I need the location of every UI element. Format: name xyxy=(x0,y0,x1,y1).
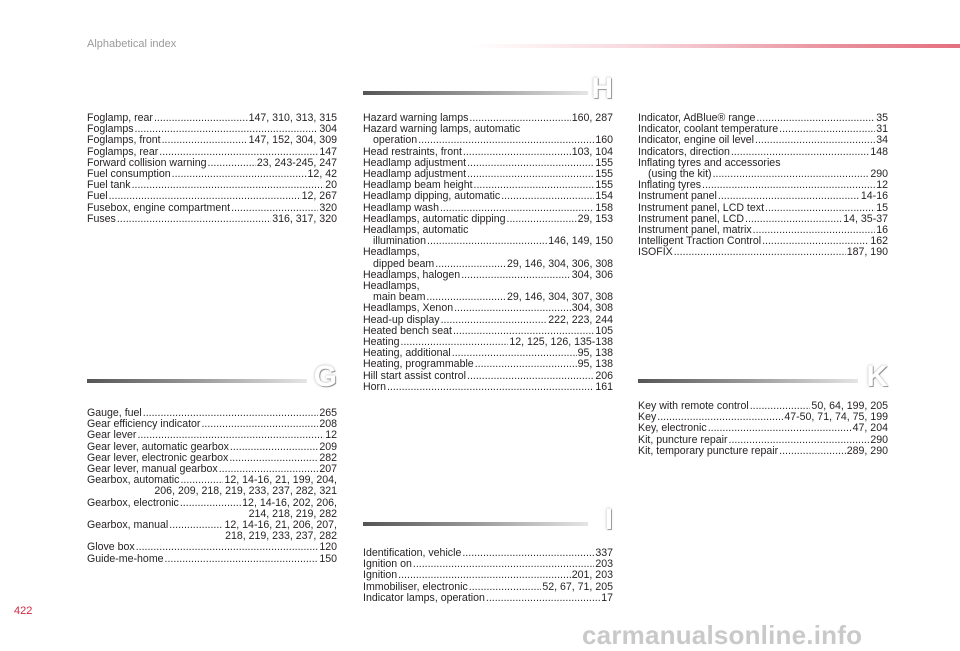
leader-dots xyxy=(463,147,571,158)
index-entry-pages: 35 xyxy=(876,112,888,124)
section-letter: H xyxy=(591,72,613,105)
index-entry-pages: 29, 153 xyxy=(577,212,613,225)
index-column-i xyxy=(363,548,613,604)
index-entry xyxy=(87,542,337,553)
section-header-g xyxy=(87,360,337,400)
index-entry-pages: 12, 14-16, 21, 206, 207, xyxy=(224,519,337,532)
index-entry-pages: 23, 243-245, 247 xyxy=(256,156,337,169)
index-entry-term: Headlamp dipping, automatic xyxy=(363,190,501,203)
index-entry-pages: 31 xyxy=(876,123,888,136)
index-entry-term: Immobiliser, electronic xyxy=(363,580,468,593)
index-entry xyxy=(638,446,888,457)
index-entry-term: (using the kit) xyxy=(648,168,712,181)
leader-dots xyxy=(454,303,571,314)
index-entry-term: ISOFIX xyxy=(638,246,673,259)
index-entry xyxy=(363,225,613,247)
index-entry-term: Indicators, direction xyxy=(638,145,730,158)
index-entry-term: operation xyxy=(373,134,418,147)
index-entry-term: Headlamp wash xyxy=(363,201,439,214)
index-entry-pages-continued xyxy=(87,486,337,497)
index-entry xyxy=(638,423,888,434)
index-entry-line xyxy=(363,570,613,581)
index-entry-term: Fuses xyxy=(87,212,116,225)
leader-dots xyxy=(475,359,577,370)
index-entry-term: Kit, temporary puncture repair xyxy=(638,444,779,457)
index-entry-pages: 158 xyxy=(595,201,613,214)
index-entry-pages: 209 xyxy=(319,440,337,453)
index-entry-line xyxy=(638,191,888,202)
index-entry-line xyxy=(363,382,613,393)
leader-dots xyxy=(109,191,301,202)
leader-dots xyxy=(507,214,577,225)
index-entry-term: Indicator, AdBlue® range xyxy=(638,112,756,124)
leader-dots xyxy=(230,442,318,453)
index-entry-pages: 304, 306 xyxy=(571,268,613,281)
section-letter: G xyxy=(313,360,337,393)
index-entry-pages: 105 xyxy=(595,324,613,337)
index-entry-term: Inflating tyres xyxy=(638,179,702,192)
index-entry-pages: 187, 190 xyxy=(846,246,888,259)
index-entry xyxy=(363,371,613,382)
index-entry-pages: 161 xyxy=(595,380,613,393)
index-entry-pages: 52, 67, 71, 205 xyxy=(542,580,613,593)
index-entry xyxy=(363,191,613,202)
index-column-i-continued xyxy=(638,113,888,259)
index-entry-line xyxy=(87,191,337,202)
leader-dots xyxy=(702,180,875,191)
index-entry xyxy=(363,124,613,146)
index-entry xyxy=(638,158,888,180)
index-entry-pages: 282 xyxy=(319,451,337,464)
leader-dots xyxy=(427,236,547,247)
index-entry-term: Identification, vehicle xyxy=(363,547,462,559)
leader-dots xyxy=(755,135,875,146)
index-entry-term: Instrument panel, matrix xyxy=(638,224,752,237)
index-entry-term: Fusebox, engine compartment xyxy=(87,201,231,214)
index-entry-term: Hazard warning lamps xyxy=(363,112,469,124)
index-entry-line xyxy=(87,180,337,191)
index-entry-pages: 14-16 xyxy=(860,190,888,203)
index-entry-pages: 95, 138 xyxy=(577,358,613,371)
leader-dots xyxy=(208,158,256,169)
index-entry-pages: 29, 146, 304, 307, 308 xyxy=(506,291,613,304)
section-letter: K xyxy=(866,360,888,393)
index-entry-term: Indicator, coolant temperature xyxy=(638,123,779,136)
index-entry-pages: 206, 209, 218, 219, 233, 237, 282, 321 xyxy=(154,485,337,498)
index-entry-pages: 289, 290 xyxy=(846,444,888,457)
index-entry-term: Heating xyxy=(363,336,400,349)
index-entry-pages: 15 xyxy=(876,201,888,214)
index-entry-term: Gear lever, automatic gearbox xyxy=(87,440,229,453)
index-entry-pages: 155 xyxy=(595,156,613,169)
index-entry xyxy=(87,214,337,225)
index-entry-line xyxy=(363,303,613,314)
index-entry-line xyxy=(363,191,613,202)
index-entry-term: Gear lever, manual gearbox xyxy=(87,463,218,476)
index-entry-term: Inflating tyres and accessories xyxy=(638,156,781,169)
index-entry-term: Headlamp beam height xyxy=(363,179,473,192)
leader-dots xyxy=(441,315,548,326)
index-entry-term: Heating, additional xyxy=(363,347,451,360)
index-entry-line xyxy=(87,542,337,553)
index-entry-pages: 207 xyxy=(319,463,337,476)
index-entry-pages: 16 xyxy=(876,224,888,237)
index-entry-term: Instrument panel xyxy=(638,190,717,203)
index-entry-term: Foglamps, rear xyxy=(87,145,159,158)
index-entry-pages: 120 xyxy=(319,541,337,554)
index-entry-term: Fuel tank xyxy=(87,179,131,192)
index-entry-pages: 148 xyxy=(870,145,888,158)
index-entry-term: main beam xyxy=(373,291,426,304)
index-entry-pages: 222, 223, 244 xyxy=(548,313,613,326)
watermark-text: carmanualsonline.info xyxy=(582,620,863,650)
index-entry-pages: 146, 149, 150 xyxy=(548,235,613,248)
index-entry xyxy=(638,247,888,258)
index-entry-term: Headlamps, halogen xyxy=(363,268,461,281)
index-entry xyxy=(638,191,888,202)
index-entry-term: Gearbox, automatic xyxy=(87,474,180,487)
index-entry-term: Indicator, engine oil level xyxy=(638,134,755,147)
index-entry-term: Fuel consumption xyxy=(87,168,171,181)
index-entry-pages: 208 xyxy=(319,418,337,431)
index-entry-line xyxy=(363,135,613,146)
leader-dots xyxy=(201,419,318,430)
index-entry xyxy=(363,593,613,604)
index-entry-term: Gear lever, electronic gearbox xyxy=(87,451,229,464)
section-header-i xyxy=(363,503,613,543)
index-entry-pages: 304, 308 xyxy=(571,302,613,315)
index-entry xyxy=(87,498,337,520)
leader-dots xyxy=(169,520,223,531)
index-entry-pages: 218, 219, 233, 237, 282 xyxy=(225,530,337,543)
index-entry-pages: 320 xyxy=(319,201,337,214)
index-entry-term: Headlamp adjustment xyxy=(363,156,467,169)
index-entry-pages: 155 xyxy=(595,179,613,192)
index-column-g xyxy=(87,408,337,565)
index-column-f xyxy=(87,113,337,225)
index-entry-pages: 150 xyxy=(319,552,337,565)
index-entry-term: Headlamps, xyxy=(363,246,420,259)
index-entry xyxy=(87,520,337,542)
header-accent-bar xyxy=(470,44,960,48)
section-divider xyxy=(87,379,307,383)
leader-dots xyxy=(136,542,319,553)
index-entry-pages: 12 xyxy=(876,179,888,192)
index-entry-term: Fuel xyxy=(87,190,108,203)
leader-dots xyxy=(753,225,876,236)
leader-dots xyxy=(467,371,594,382)
index-entry-pages: 147, 310, 313, 315 xyxy=(248,112,337,124)
index-entry-pages: 337 xyxy=(595,547,613,559)
leader-dots xyxy=(467,169,594,180)
leader-dots xyxy=(418,135,594,146)
index-entry xyxy=(87,430,337,441)
index-entry-term: Hazard warning lamps, automatic xyxy=(363,123,521,136)
leader-dots xyxy=(398,570,571,581)
index-entry xyxy=(87,475,337,497)
index-entry-line xyxy=(363,593,613,604)
index-entry-pages: 29, 146, 304, 306, 308 xyxy=(506,257,613,270)
index-entry xyxy=(638,135,888,146)
index-entry-pages: 12, 267 xyxy=(301,190,337,203)
section-divider xyxy=(363,522,588,526)
index-entry-term: Head-up display xyxy=(363,313,440,326)
index-entry-pages: 103, 104 xyxy=(571,145,613,158)
index-entry-line xyxy=(87,135,337,146)
leader-dots xyxy=(462,548,594,559)
index-entry-line xyxy=(638,135,888,146)
leader-dots xyxy=(779,124,875,135)
index-entry-term: Key with remote control xyxy=(638,400,749,412)
index-entry xyxy=(363,359,613,370)
index-entry-term: Indicator lamps, operation xyxy=(363,591,485,604)
index-entry-line xyxy=(87,554,337,565)
index-entry-pages: 290 xyxy=(870,168,888,181)
index-entry-pages: 206 xyxy=(595,369,613,382)
leader-dots xyxy=(165,554,319,565)
index-column-h xyxy=(363,113,613,393)
leader-dots xyxy=(501,191,594,202)
index-entry-pages: 265 xyxy=(319,407,337,419)
index-entry-pages: 155 xyxy=(595,168,613,181)
index-entry-term: Intelligent Traction Control xyxy=(638,235,762,248)
index-entry-pages: 95, 138 xyxy=(577,347,613,360)
index-entry-pages: 12 xyxy=(325,429,337,442)
index-entry-pages: 147 xyxy=(319,145,337,158)
index-entry-line xyxy=(363,359,613,370)
leader-dots xyxy=(745,214,842,225)
leader-dots xyxy=(172,169,307,180)
index-entry xyxy=(363,281,613,303)
index-entry-pages: 50, 64, 199, 205 xyxy=(811,400,888,412)
leader-dots xyxy=(132,180,325,191)
index-entry-term: Kit, puncture repair xyxy=(638,433,728,446)
leader-dots xyxy=(486,593,600,604)
leader-dots xyxy=(674,247,846,258)
index-entry xyxy=(363,303,613,314)
index-entry-term: Foglamps xyxy=(87,123,134,136)
index-entry-pages: 34 xyxy=(876,134,888,147)
index-entry-term: Ignition on xyxy=(363,558,412,571)
leader-dots xyxy=(467,158,594,169)
index-entry-line xyxy=(363,371,613,382)
index-entry-term: Key, electronic xyxy=(638,422,707,435)
index-entry-pages: 14, 35-37 xyxy=(843,212,888,225)
index-entry-term: Foglamps, front xyxy=(87,134,161,147)
index-entry-pages: 160 xyxy=(595,134,613,147)
index-entry-pages: 201, 203 xyxy=(571,569,613,582)
index-entry-line xyxy=(638,446,888,457)
index-entry xyxy=(87,554,337,565)
index-entry-pages: 17 xyxy=(601,591,613,604)
index-entry-term: Gear lever xyxy=(87,429,137,442)
index-entry-term: Headlamps, automatic dipping xyxy=(363,212,506,225)
index-entry-term: Hill start assist control xyxy=(363,369,467,382)
section-header-k xyxy=(638,360,888,400)
index-entry-pages: 290 xyxy=(870,433,888,446)
index-entry-pages: 154 xyxy=(595,190,613,203)
index-entry-term: Ignition xyxy=(363,569,398,582)
index-entry-term: Gearbox, manual xyxy=(87,519,169,532)
index-entry-pages: 316, 317, 320 xyxy=(272,212,337,225)
index-entry xyxy=(87,191,337,202)
index-entry xyxy=(363,382,613,393)
leader-dots xyxy=(387,382,594,393)
index-entry-pages: 304 xyxy=(319,123,337,136)
index-entry xyxy=(87,135,337,146)
index-entry-pages: 162 xyxy=(870,235,888,248)
index-entry-pages: 47, 204 xyxy=(852,422,888,435)
index-entry-term: Headlamps, Xenon xyxy=(363,302,454,315)
running-header-title: Alphabetical index xyxy=(87,38,177,50)
index-entry-term: illumination xyxy=(373,235,426,248)
index-entry-pages: 160, 287 xyxy=(571,112,613,124)
index-entry-pages: 47-50, 71, 74, 75, 199 xyxy=(784,411,888,424)
index-entry-line xyxy=(87,430,337,441)
index-entry-term: Headlamps, xyxy=(363,280,420,293)
index-entry-term: Horn xyxy=(363,380,386,393)
index-entry-term: Headlamp adjustment xyxy=(363,168,467,181)
leader-dots xyxy=(718,191,860,202)
leader-dots xyxy=(117,214,271,225)
index-entry-term: Heated bench seat xyxy=(363,324,452,337)
index-entry-line xyxy=(363,247,613,258)
index-entry-term: Instrument panel, LCD xyxy=(638,212,744,225)
leader-dots xyxy=(137,430,324,441)
index-entry-term: dipped beam xyxy=(373,257,435,270)
index-entry xyxy=(87,180,337,191)
section-header-h xyxy=(363,72,613,112)
index-entry-term: Glove box xyxy=(87,541,135,554)
page-number: 422 xyxy=(14,605,33,617)
index-entry-pages: 214, 218, 219, 282 xyxy=(248,507,337,520)
index-entry-pages: 20 xyxy=(325,179,337,192)
index-entry-term: Gearbox, electronic xyxy=(87,496,179,509)
leader-dots xyxy=(779,446,846,457)
index-entry-pages: 12, 42 xyxy=(307,168,337,181)
section-letter: I xyxy=(604,503,613,536)
leader-dots xyxy=(413,559,594,570)
index-entry-line xyxy=(638,247,888,258)
index-entry-term: Instrument panel, LCD text xyxy=(638,201,765,214)
index-entry-pages: 12, 14-16, 202, 206, xyxy=(242,496,337,509)
index-entry-term: Forward collision warning xyxy=(87,156,207,169)
index-entry-term: Head restraints, front xyxy=(363,145,462,158)
index-entry-term: Headlamps, automatic xyxy=(363,224,469,237)
leader-dots xyxy=(229,453,318,464)
index-column-k xyxy=(638,401,888,457)
index-entry-term: Foglamp, rear xyxy=(87,112,153,124)
section-divider xyxy=(638,379,858,383)
index-entry xyxy=(363,570,613,581)
leader-dots xyxy=(180,498,241,509)
index-entry-term: Heating, programmable xyxy=(363,358,474,371)
index-entry-pages: 12, 14-16, 21, 199, 204, xyxy=(224,474,337,487)
index-entry-pages: 147, 152, 304, 309 xyxy=(248,134,337,147)
index-entry-term: Gear efficiency indicator xyxy=(87,418,201,431)
leader-dots xyxy=(461,270,571,281)
index-entry-term: Key xyxy=(638,411,657,424)
index-entry-term: Gauge, fuel xyxy=(87,407,142,419)
index-entry xyxy=(363,247,613,269)
leader-dots xyxy=(162,135,248,146)
index-entry-pages: 203 xyxy=(595,558,613,571)
section-divider xyxy=(363,91,588,95)
index-entry-term: Guide-me-home xyxy=(87,552,164,565)
leader-dots xyxy=(154,113,248,124)
index-entry-line xyxy=(87,214,337,225)
leader-dots xyxy=(713,169,870,180)
index-entry-pages: 12, 125, 126, 135-138 xyxy=(509,336,613,349)
leader-dots xyxy=(708,423,852,434)
index-entry-line xyxy=(638,423,888,434)
